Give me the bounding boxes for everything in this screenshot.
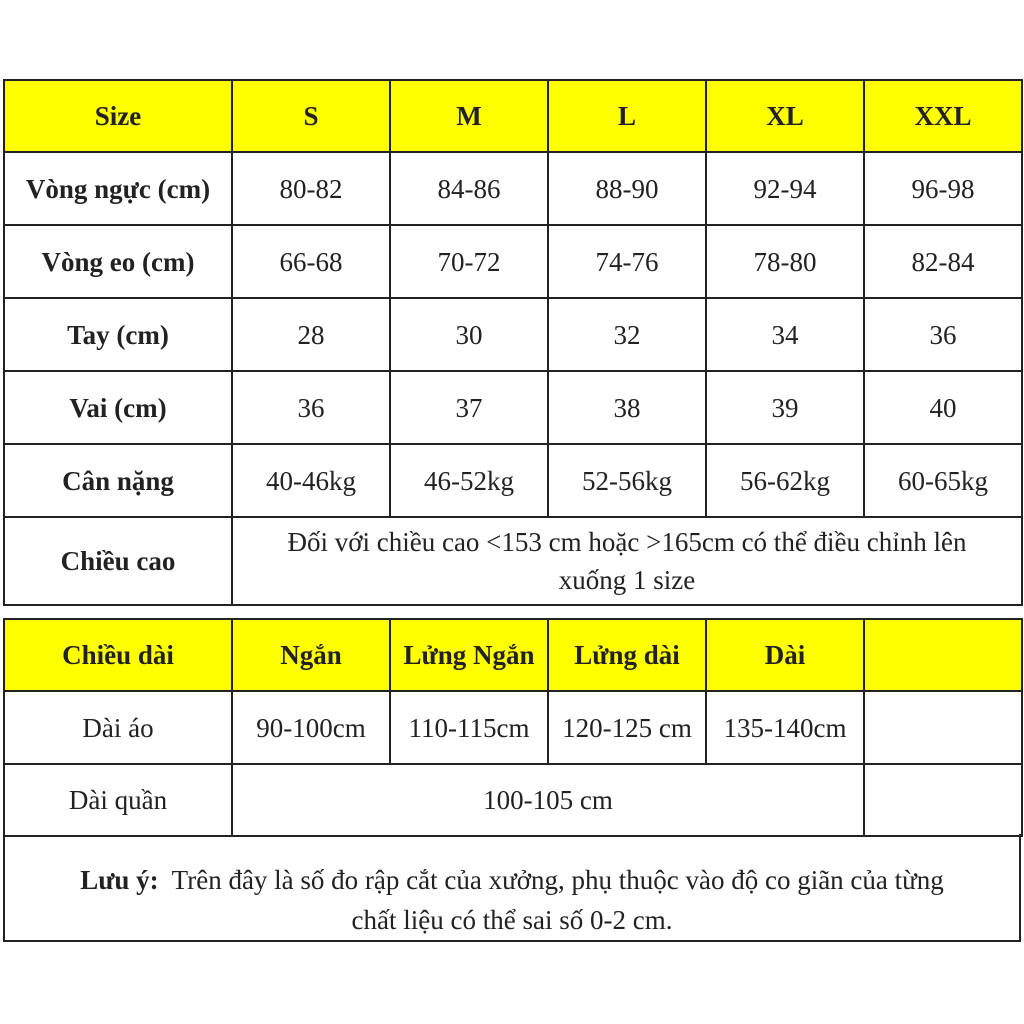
table-cell: 36 [864,298,1022,371]
table-cell: 60-65kg [864,444,1022,517]
table-cell: 120-125 cm [548,691,706,764]
table-cell: 46-52kg [390,444,548,517]
table-cell: 52-56kg [548,444,706,517]
pants-length-cell: 100-105 cm [232,764,864,836]
height-note-cell [232,517,1022,605]
row-label-height: Chiều cao [4,517,232,605]
note-line1 [5,860,1019,900]
length-table [3,618,1023,837]
table-row [4,298,1022,371]
note-text-line2: chất liệu có thể sai số 0-2 cm. [351,905,673,935]
size-header-xxl: XXL [864,80,1022,152]
table-cell: 39 [706,371,864,444]
table-cell: 36 [232,371,390,444]
row-label-pants-length: Dài quần [4,764,232,836]
table-cell: 56-62kg [706,444,864,517]
length-header-long: Dài [706,619,864,691]
size-header-label: Size [4,80,232,152]
table-row [4,152,1022,225]
table-cell: 70-72 [390,225,548,298]
size-header-m: M [390,80,548,152]
size-table [3,79,1023,606]
table-cell: 92-94 [706,152,864,225]
size-header-xl: XL [706,80,864,152]
table-row [4,225,1022,298]
table-cell: 74-76 [548,225,706,298]
size-header-row [4,80,1022,152]
table-cell: 40 [864,371,1022,444]
table-row [4,691,1022,764]
row-label-sleeve: Tay (cm) [4,298,232,371]
table-cell: 84-86 [390,152,548,225]
table-cell: 28 [232,298,390,371]
table-row [4,764,1022,836]
row-label-chest: Vòng ngực (cm) [4,152,232,225]
table-cell: 37 [390,371,548,444]
length-header-short: Ngắn [232,619,390,691]
row-label-shoulder: Vai (cm) [4,371,232,444]
note-box [3,834,1021,942]
table-cell: 80-82 [232,152,390,225]
table-cell: 30 [390,298,548,371]
table-cell-empty [864,764,1022,836]
note-prefix: Lưu ý: [80,865,159,895]
table-cell: 32 [548,298,706,371]
height-row [4,517,1022,605]
table-cell: 66-68 [232,225,390,298]
table-cell: 90-100cm [232,691,390,764]
length-header-row [4,619,1022,691]
length-header-mid-short: Lửng Ngắn [390,619,548,691]
length-header-empty [864,619,1022,691]
table-cell: 88-90 [548,152,706,225]
table-cell: 110-115cm [390,691,548,764]
size-header-s: S [232,80,390,152]
table-row [4,444,1022,517]
row-label-weight: Cân nặng [4,444,232,517]
height-note-line2: xuống 1 size [558,565,696,595]
table-cell: 135-140cm [706,691,864,764]
length-header-label: Chiều dài [4,619,232,691]
table-cell: 40-46kg [232,444,390,517]
note-text-line1: Trên đây là số đo rập cắt của xưởng, phụ thuộc vào độ co giãn của từng [171,865,944,895]
table-row [4,371,1022,444]
table-cell: 96-98 [864,152,1022,225]
length-header-mid-long: Lửng dài [548,619,706,691]
table-cell: 34 [706,298,864,371]
size-header-l: L [548,80,706,152]
row-label-waist: Vòng eo (cm) [4,225,232,298]
table-cell: 38 [548,371,706,444]
height-note-line1: Đối với chiều cao <153 cm hoặc >165cm có thể điều chỉnh lên [287,527,967,557]
table-cell: 78-80 [706,225,864,298]
table-cell: 82-84 [864,225,1022,298]
table-cell [864,691,1022,764]
row-label-shirt-length: Dài áo [4,691,232,764]
